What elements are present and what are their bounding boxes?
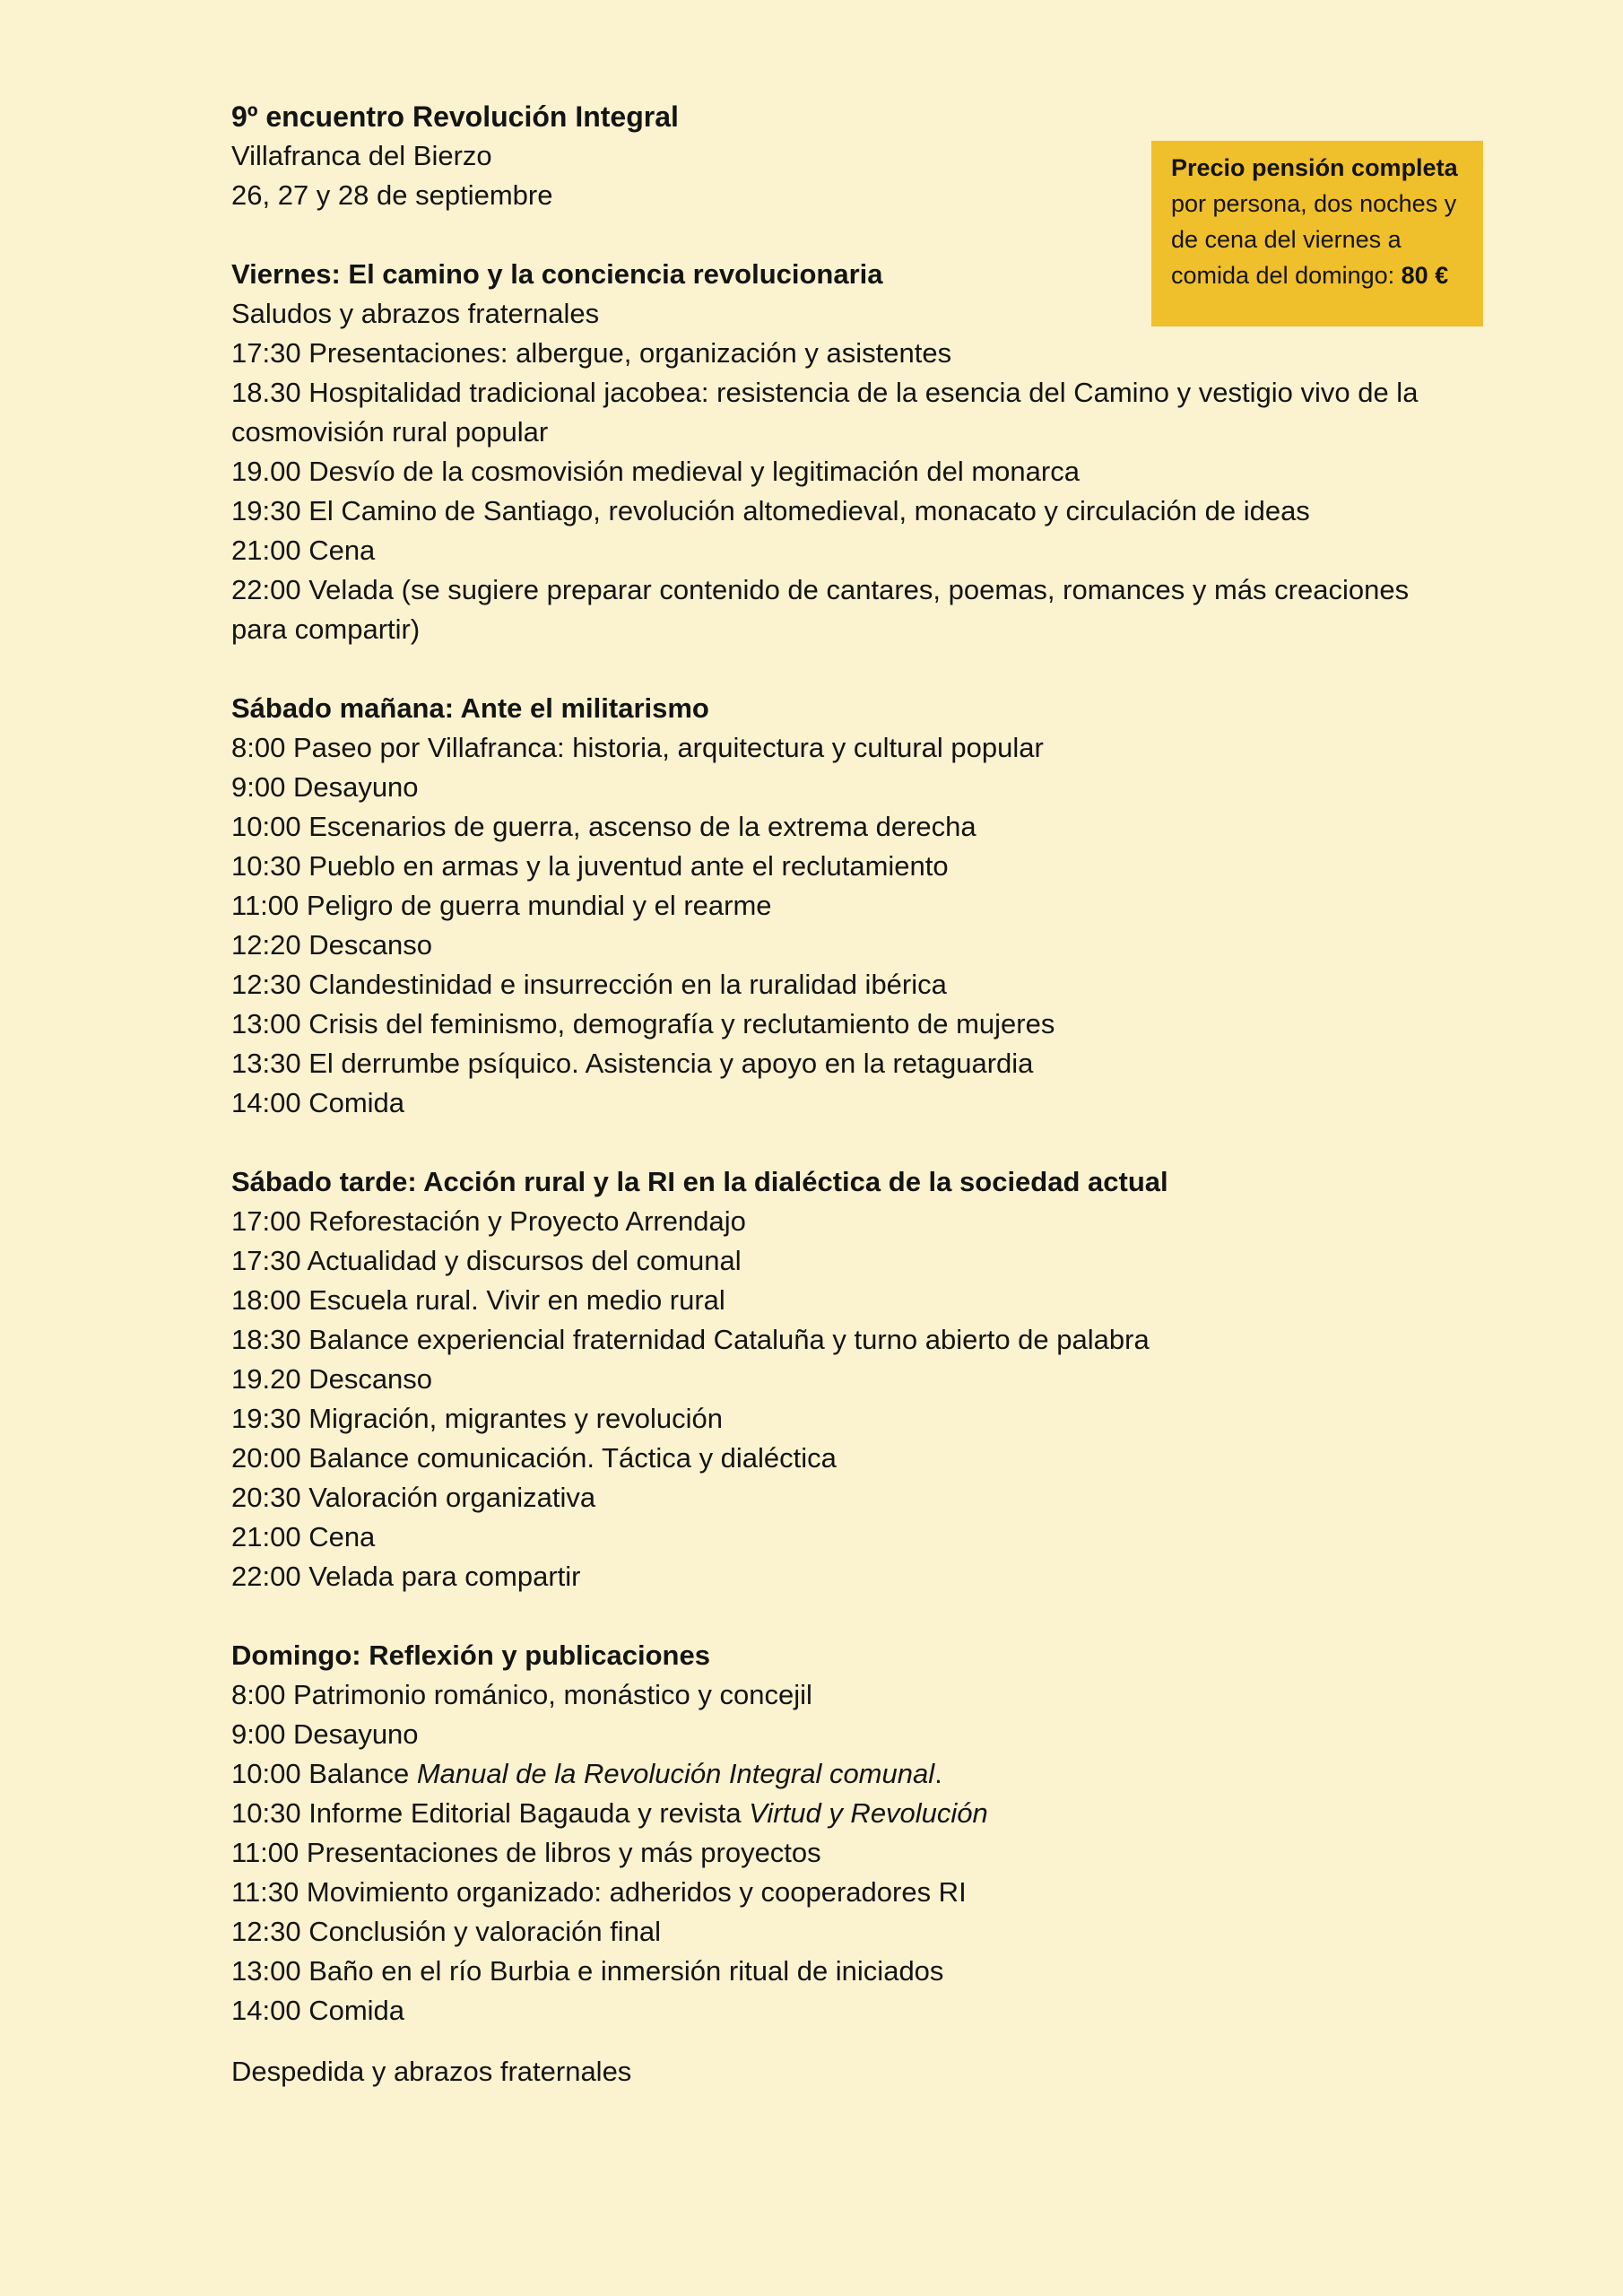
section-title-saturday-morning: Sábado mañana: Ante el militarismo	[231, 692, 709, 724]
schedule-item: 18:00 Escuela rural. Vivir en medio rural	[231, 1284, 725, 1316]
schedule-item: 11:00 Peligro de guerra mundial y el rearme	[231, 890, 772, 921]
schedule-item: 13:00 Crisis del feminismo, demografía y reclutamiento de mujeres	[231, 1008, 1055, 1039]
schedule-item: 22:00 Velada para compartir	[231, 1561, 581, 1592]
schedule-item: 18:30 Balance experiencial fraternidad Cataluña y turno abierto de palabra	[231, 1324, 1150, 1355]
document-title: 9º encuentro Revolución Integral	[231, 100, 679, 133]
price-box-title: Precio pensión completa	[1171, 154, 1458, 181]
schedule-item: 9:00 Desayuno	[231, 1718, 419, 1750]
schedule-item: 10:30 Pueblo en armas y la juventud ante el reclutamiento	[231, 850, 949, 882]
schedule-item: 12:30 Conclusión y valoración final	[231, 1916, 662, 1947]
schedule-item: 11:00 Presentaciones de libros y más proyectos	[231, 1837, 821, 1868]
price-box-line-text: comida del domingo:	[1171, 262, 1402, 289]
schedule-item: 12:30 Clandestinidad e insurrección en la ruralidad ibérica	[231, 969, 947, 1000]
section-title-sunday: Domingo: Reflexión y publicaciones	[231, 1639, 710, 1671]
event-location: Villafranca del Bierzo	[231, 140, 492, 171]
price-box-line: por persona, dos noches y	[1171, 190, 1457, 217]
schedule-item	[231, 1794, 1469, 1833]
section-title-friday: Viernes: El camino y la conciencia revolucionaria	[231, 258, 883, 290]
schedule-item: 18.30 Hospitalidad tradicional jacobea: resistencia de la esencia del Camino y vestigio vivo de la	[231, 377, 1419, 408]
schedule-item: Saludos y abrazos fraternales	[231, 298, 600, 329]
schedule-item: 19.00 Desvío de la cosmovisión medieval y legitimación del monarca	[231, 456, 1080, 487]
schedule-item: 14:00 Comida	[231, 1995, 405, 2026]
publication-title: Virtud y Revolución	[749, 1797, 988, 1829]
schedule-item-text: 10:30 Informe Editorial Bagauda y revista	[231, 1797, 750, 1829]
document-content	[231, 97, 1469, 2092]
price-box-line: de cena del viernes a	[1171, 226, 1402, 253]
publication-title: Manual de la Revolución Integral comunal	[416, 1758, 935, 1789]
schedule-item-text: .	[934, 1758, 942, 1789]
schedule-item-text: 10:00 Balance	[231, 1758, 417, 1789]
schedule-item: 13:00 Baño en el río Burbia e inmersión ritual de iniciados	[231, 1955, 944, 1987]
schedule-item: 12:20 Descanso	[231, 929, 433, 961]
schedule-item: 14:00 Comida	[231, 1087, 405, 1118]
schedule-item: 17:30 Actualidad y discursos del comunal	[231, 1245, 742, 1276]
schedule-item: 9:00 Desayuno	[231, 771, 419, 803]
schedule-item: 21:00 Cena	[231, 1521, 376, 1552]
schedule-item: 20:00 Balance comunicación. Táctica y dialéctica	[231, 1442, 837, 1474]
closing-text: Despedida y abrazos fraternales	[231, 2056, 632, 2087]
schedule-item: 8:00 Paseo por Villafranca: historia, arquitectura y cultural popular	[231, 732, 1044, 763]
section-title-saturday-afternoon: Sábado tarde: Acción rural y la RI en la dialéctica de la sociedad actual	[231, 1166, 1168, 1197]
schedule-item: 17:30 Presentaciones: albergue, organización y asistentes	[231, 337, 952, 369]
schedule-item: 19:30 El Camino de Santiago, revolución altomedieval, monacato y circulación de ideas	[231, 495, 1310, 526]
schedule-item: 21:00 Cena	[231, 535, 376, 566]
schedule-item: 19:30 Migración, migrantes y revolución	[231, 1403, 723, 1434]
price-value: 80 €	[1401, 262, 1449, 289]
schedule-item: cosmovisión rural popular	[231, 416, 549, 448]
schedule-item: 10:00 Escenarios de guerra, ascenso de la extrema derecha	[231, 811, 976, 842]
schedule-item: 17:00 Reforestación y Proyecto Arrendajo	[231, 1205, 746, 1237]
schedule-item: para compartir)	[231, 613, 421, 645]
schedule-item: 11:30 Movimiento organizado: adheridos y cooperadores RI	[231, 1876, 967, 1908]
schedule-item: 20:30 Valoración organizativa	[231, 1482, 596, 1513]
schedule-item: 19.20 Descanso	[231, 1363, 433, 1395]
schedule-item: 8:00 Patrimonio románico, monástico y concejil	[231, 1679, 812, 1710]
schedule-item: 22:00 Velada (se sugiere preparar contenido de cantares, poemas, romances y más creaciones	[231, 574, 1410, 605]
schedule-item	[231, 1754, 1469, 1794]
schedule-item: 13:30 El derrumbe psíquico. Asistencia y apoyo en la retaguardia	[231, 1048, 1034, 1079]
event-dates: 26, 27 y 28 de septiembre	[231, 179, 553, 211]
